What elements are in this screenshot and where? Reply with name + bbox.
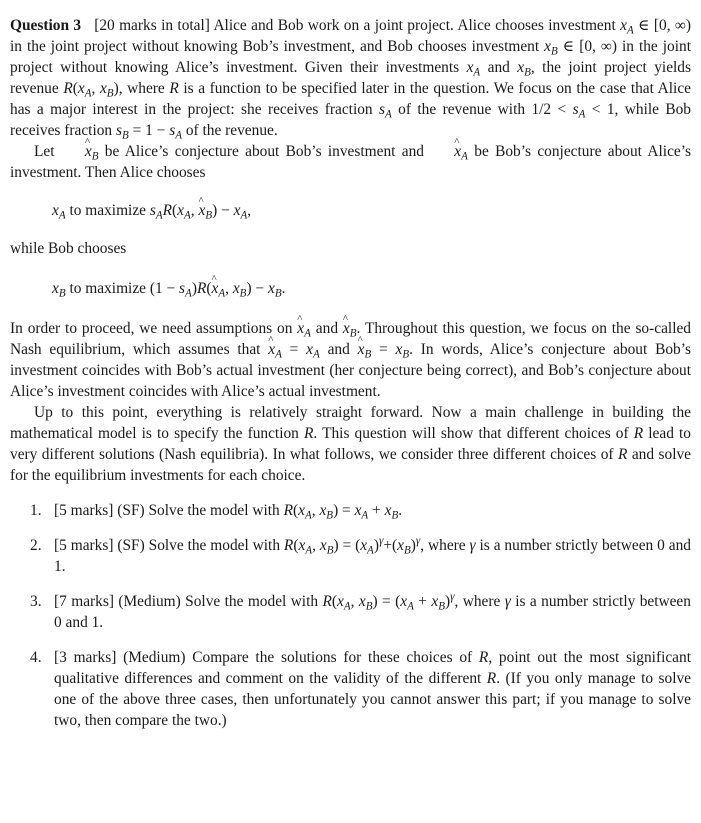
conjecture-paragraph: Let ^ $x_B$ be Alice’s conjecture about Bob’s investment and ^ $x_A$ be Bob’s conjecture about Alice’s investment. Then Alice chooses <box>10 141 691 183</box>
question-label: Question 3 <box>10 17 82 34</box>
list-item: 4. [3 marks] (Medium) Compare the solutions for these choices of R, point out the most significant qualitative differences and comment on the validity of the different R. (If you only manage to solve one of the above three cases, then unfortunately you cannot answer this part; if you manage to solve two, then compare the two.) <box>30 649 691 729</box>
marks-total: [20 marks in total] <box>94 17 210 34</box>
bob-objective: $x_B$ to maximize $(1 - s_A)R(\^{}$ $x_A$, $x_B) - x_B$. <box>10 278 691 299</box>
subquestion-list <box>10 500 691 731</box>
list-item: 3. [7 marks] (Medium) Solve the model with $R(x_A$, $x_B) = (x_A + x_B)^\gamma$, where γ is a number strictly between 0 and 1. <box>30 590 691 631</box>
nash-paragraph: In order to proceed, we need assumptions on ^ $x_A$ and ^ $x_B$. Throughout this question, we focus on the so-called Nash equilibrium, which assumes that ^ $x_A = x_A$ and ^ $x_B = x_B$. In words, Alice’s conjecture about Bob’s investment coincides with Bob’s actual investment (her conjecture being correct), and Bob’s conjecture about Alice’s investment coincides with Alice’s actual investment. <box>10 318 691 402</box>
intro-paragraph: Question 3 [20 marks in total] Alice and Bob work on a joint project. Alice chooses investment $x_A$ ∈ [0, ∞) in the joint project without knowing Bob’s investment, and Bob chooses investment $x_B$ ∈ [0, ∞) in the joint project without knowing Alice’s investment. Given their investments $x_A$ and $x_B$, the joint project yields revenue $R(x_A$, $x_B$), where R is a function to be specified later in the question. We focus on the case that Alice has a major interest in the project: she receives fraction $s_A$ of the revenue with $1/2 < s_A < 1$, while Bob receives fraction $s_B = 1 - s_A$ of the revenue. <box>10 17 692 142</box>
upto-paragraph: Up to this point, everything is relatively straight forward. Now a main challenge in building the mathematical model is to specify the function R. This question will show that different choices of R lead to very different solutions (Nash equilibria). In what follows, we consider three different choices of R and solve for the equilibrium investments for each choice. <box>10 404 692 484</box>
alice-objective: $x_A$ to maximize $s_AR(x_A$, ^ $x_B) - x_A$, <box>10 200 691 221</box>
list-item: 1. [5 marks] (SF) Solve the model with $R(x_A$, $x_B) = x_A + x_B$. <box>30 502 403 522</box>
while-bob-text: while Bob chooses <box>10 240 127 257</box>
list-item: 2. [5 marks] (SF) Solve the model with $R(x_A$, $x_B) = (x_A)^\gamma+(x_B)^\gamma$, where γ is a number strictly between 0 and 1. <box>30 534 691 575</box>
